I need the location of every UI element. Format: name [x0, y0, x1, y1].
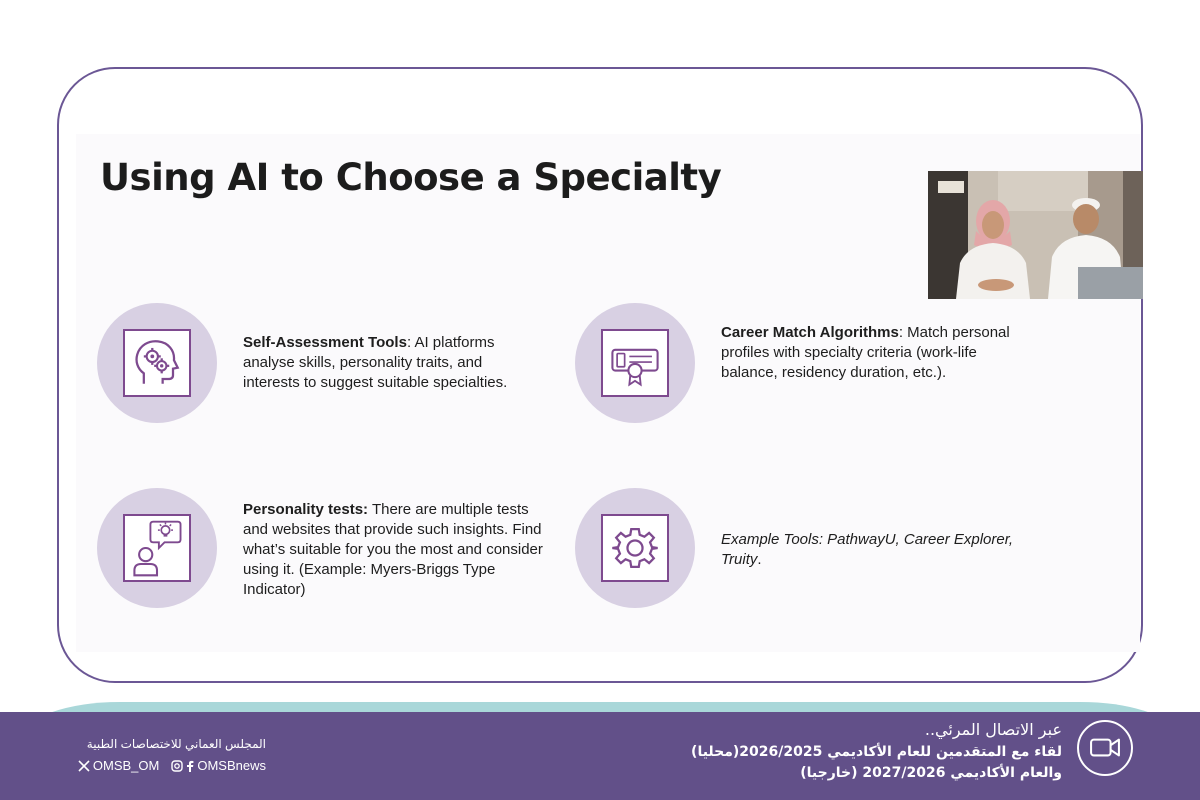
news-handle: OMSBnews	[197, 758, 266, 773]
footer-branding	[66, 736, 266, 773]
person-lightbulb-icon	[123, 514, 191, 582]
council-name: المجلس العماني للاختصاصات الطبية	[86, 737, 266, 751]
event-info	[650, 718, 1062, 784]
item-example-tools-period: .	[757, 551, 762, 568]
item-personality-desc: There are multiple tests and websites that provide such insights. Find what’s suitable for you the most and consider using it. (Example: Myers-Briggs Type Indicator)	[243, 501, 543, 598]
gear-icon	[601, 514, 669, 582]
video-camera-icon	[1077, 720, 1133, 776]
x-handle: OMSB_OM	[92, 758, 160, 773]
icon-circle-example-tools	[575, 488, 695, 608]
item-career-match-desc: : Match personal profiles with specialty criteria (work-life balance, residency duration, etc.).	[721, 324, 1010, 381]
item-career-match	[721, 323, 1021, 383]
x-link[interactable]	[78, 758, 159, 773]
certificate-icon	[601, 329, 669, 397]
social-links	[66, 758, 266, 773]
item-career-match-title: Career Match Algorithms	[721, 324, 899, 341]
video-participants-image	[928, 171, 1143, 299]
icon-circle-self-assessment	[97, 303, 217, 423]
item-example-tools	[721, 530, 1021, 570]
head-gears-icon	[123, 329, 191, 397]
item-personality	[243, 500, 543, 600]
item-example-tools-text: Example Tools: PathwayU, Career Explorer, Truity	[721, 531, 1014, 568]
x-icon	[78, 760, 90, 772]
news-link[interactable]	[171, 758, 266, 773]
event-line-2: والعام الأكاديمي 2027/2026 (خارجيا)	[800, 765, 1062, 781]
via-label: عبر الاتصال المرئي..	[924, 720, 1062, 739]
instagram-icon	[171, 760, 183, 772]
item-self-assessment	[243, 333, 543, 393]
icon-circle-personality	[97, 488, 217, 608]
event-line-1: لقاء مع المتقدمين للعام الأكاديمي 2026/2025(محليا)	[691, 744, 1062, 760]
item-self-assessment-desc: : AI platforms analyse skills, personality traits, and interests to suggest suitable specialties.	[243, 334, 508, 391]
icon-circle-career-match	[575, 303, 695, 423]
video-feed	[928, 171, 1143, 299]
item-personality-title: Personality tests:	[243, 501, 369, 518]
slide-title: Using AI to Choose a Specialty	[100, 156, 722, 199]
item-self-assessment-title: Self-Assessment Tools	[243, 334, 407, 351]
facebook-icon	[186, 760, 194, 772]
